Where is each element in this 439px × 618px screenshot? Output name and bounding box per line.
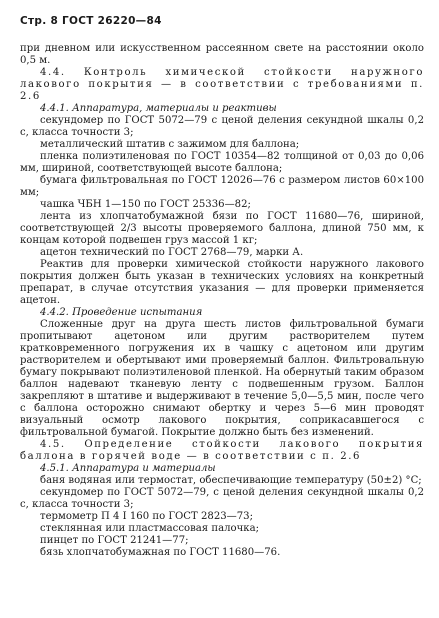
subsection-heading: 4.5.1. Аппаратура и материалы — [40, 463, 216, 474]
paragraph: при дневном или искусственном рассеянном свете на расстоянии около 0,5 м. — [20, 43, 424, 66]
list-item: секундомер по ГОСТ 5072—79, с ценой деления секундной шкалы 0,2 с, класса точности 3; — [20, 487, 424, 510]
paragraph: Реактив для проверки химической стойкости наружного лакового покрытия должен быть указан в технических условиях на конкретный препарат, в случае отсутствия указания — для проверки применяется ацетон. — [20, 259, 424, 306]
list-item: секундомер по ГОСТ 5072—79 с ценой деления секундной шкалы 0,2 с, класса точности 3; — [20, 115, 424, 138]
list-item: стеклянная или пластмассовая палочка; — [40, 523, 259, 534]
list-item: бумага фильтровальная по ГОСТ 12026—76 с размером листов 60×100 мм; — [20, 175, 424, 198]
list-item: термометр П 4 I 160 по ГОСТ 2823—73; — [40, 511, 253, 522]
list-item: баня водяная или термостат, обеспечивающие температуру (50±2) °С; — [40, 475, 422, 486]
section-heading: 4.4. Контроль химической стойкости наружного лакового покрытия — в соответствии с требованиями п. 2.6 — [20, 67, 424, 102]
list-item: чашка ЧБН 1—150 по ГОСТ 25336—82; — [40, 199, 251, 210]
paragraph: Сложенные друг на друга шесть листов фильтровальной бумаги пропитывают ацетоном или другим растворителем путем кратковременного погружения их в чашку с ацетоном или другим растворителем и обертывают ими проверяемый баллон. Фильтровальную бумагу покрывают полиэтиленовой пленкой. На обернутый таким образом баллон надевают тканевую ленту с подвешенным грузом. Баллон закрепляют в штативе и выдерживают в течение 5,0—5,5 мин, после чего с баллона осторожно снимают обертку и через 5—6 мин проводят визуальный осмотр лакового покрытия, соприкасавшегося с фильтровальной бумагой. Покрытие должно быть без изменений. — [20, 319, 424, 438]
section-heading: 4.5. Определение стойкости лакового покрытия баллона в горячей воде — в соответствии с п. 2.6 — [20, 439, 424, 462]
document-page — [20, 12, 424, 612]
list-item: металлический штатив с зажимом для баллона; — [40, 139, 300, 150]
subsection-heading: 4.4.2. Проведение испытания — [40, 307, 203, 318]
list-item: бязь хлопчатобумажная по ГОСТ 11680—76. — [40, 547, 281, 558]
list-item: ацетон технический по ГОСТ 2768—79, марки А. — [40, 247, 304, 258]
page-header: Стр. 8 ГОСТ 26220—84 — [20, 15, 162, 27]
document-body — [20, 43, 424, 559]
list-item: пленка полиэтиленовая по ГОСТ 10354—82 толщиной от 0,03 до 0,06 мм, шириной, соответствующей высоте баллона; — [20, 151, 424, 174]
list-item: пинцет по ГОСТ 21241—77; — [40, 535, 189, 546]
subsection-heading: 4.4.1. Аппаратура, материалы и реактивы — [40, 103, 277, 114]
list-item: лента из хлопчатобумажной бязи по ГОСТ 11680—76, шириной, соответствующей 2/3 высоты проверяемого баллона, длиной 750 мм, к концам которой подвешен груз массой 1 кг; — [20, 211, 424, 246]
